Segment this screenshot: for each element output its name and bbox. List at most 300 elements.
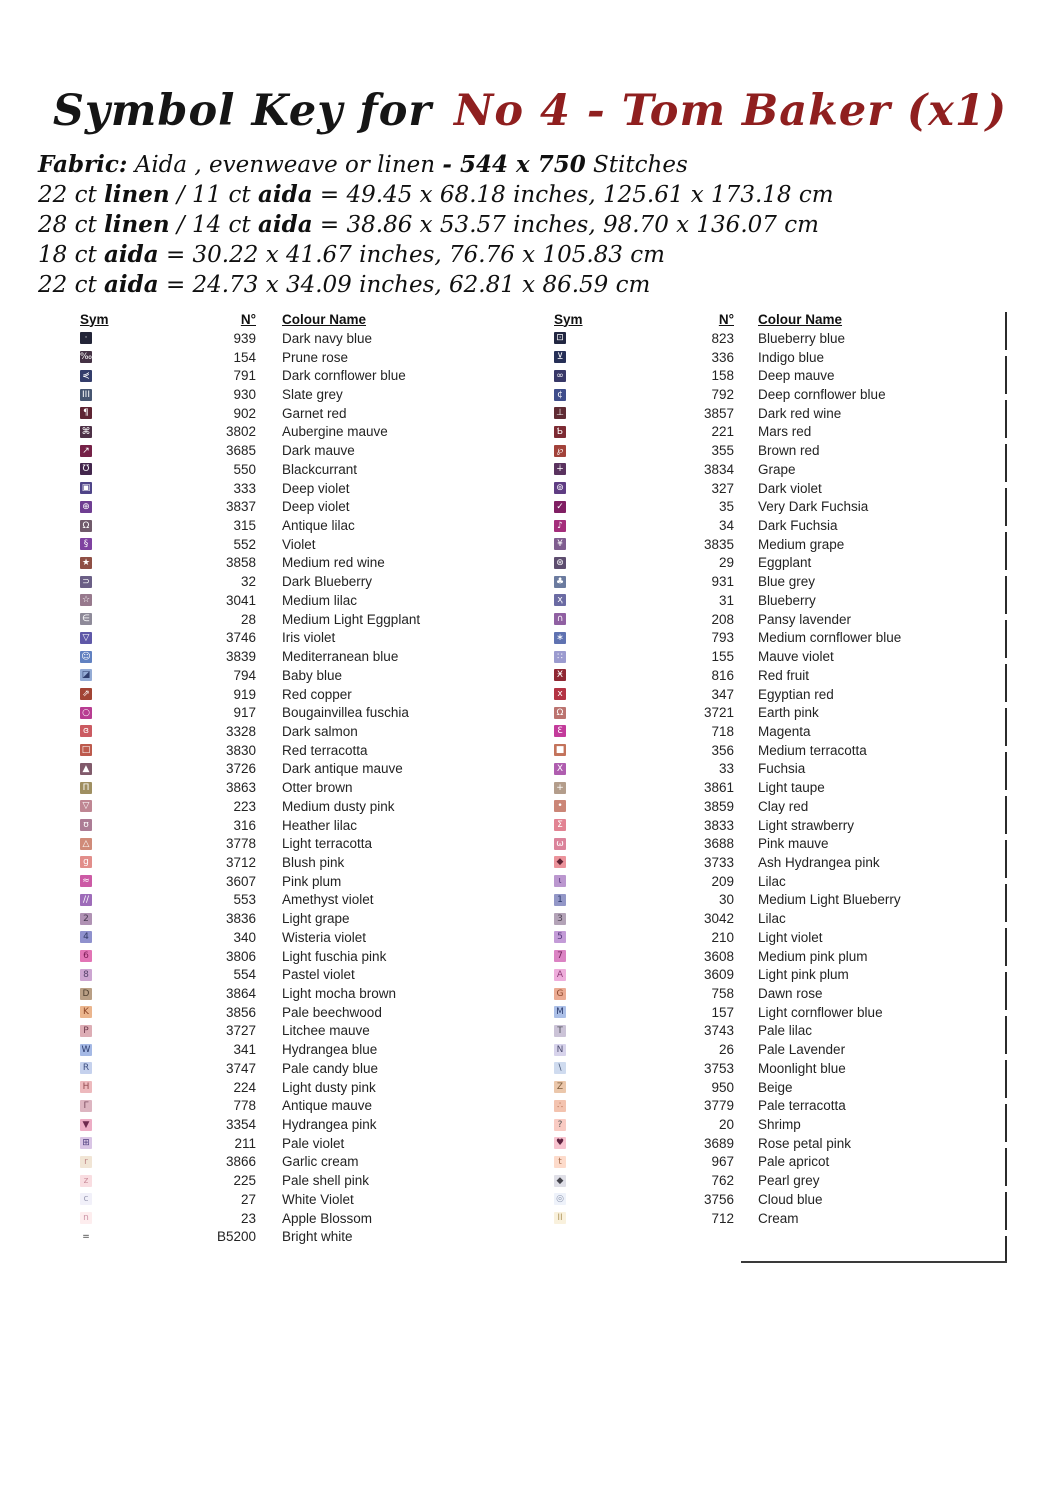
colour-name: Eggplant xyxy=(758,555,812,571)
symbol-swatch: Ɛ xyxy=(554,725,566,737)
colour-name: Medium Light Blueberry xyxy=(758,892,901,908)
thread-number: 34 xyxy=(718,518,734,534)
symbol-swatch: ▽ xyxy=(80,800,92,812)
colour-name: Deep violet xyxy=(282,480,350,496)
key-row xyxy=(80,535,420,554)
colour-name: Amethyst violet xyxy=(282,892,374,908)
table-bottom-border xyxy=(741,1261,1007,1263)
key-row xyxy=(80,1134,420,1153)
key-row xyxy=(80,853,420,872)
thread-number: 26 xyxy=(718,1042,734,1058)
symbol-swatch: ⊡ xyxy=(554,332,566,344)
key-row xyxy=(554,329,901,348)
key-row xyxy=(554,554,901,573)
key-row xyxy=(80,1003,420,1022)
page-title xyxy=(0,86,1060,136)
symbol-swatch: ⊞ xyxy=(80,1137,92,1149)
key-row xyxy=(80,685,420,704)
thread-number: 931 xyxy=(711,574,734,590)
thread-number: 347 xyxy=(711,686,734,702)
colour-name: Mediterranean blue xyxy=(282,649,399,665)
key-row xyxy=(80,760,420,779)
thread-number: 762 xyxy=(711,1173,734,1189)
colour-name: Medium grape xyxy=(758,536,845,552)
symbol-swatch: ▣ xyxy=(81,483,91,494)
thread-number: 902 xyxy=(233,405,256,421)
key-row xyxy=(554,479,901,498)
thread-number: 3861 xyxy=(703,780,734,796)
key-row xyxy=(80,1096,420,1115)
key-row xyxy=(554,441,901,460)
colour-name: Light violet xyxy=(758,929,823,945)
colour-name: Light cornflower blue xyxy=(758,1004,883,1020)
colour-name: Indigo blue xyxy=(758,349,825,365)
thread-number: 552 xyxy=(233,536,256,552)
key-row xyxy=(554,572,901,591)
colour-name: Prune rose xyxy=(282,349,349,365)
header-number: N° xyxy=(240,311,256,327)
thread-number: 336 xyxy=(711,349,734,365)
key-row xyxy=(80,947,420,966)
thread-number: 3802 xyxy=(225,424,256,440)
thread-number: 3830 xyxy=(225,742,256,758)
colour-name: Red copper xyxy=(282,686,352,702)
symbol-swatch: W xyxy=(81,1044,91,1055)
key-row xyxy=(80,404,420,423)
fabric-line: 22 ct linen / 11 ct aida = 49.45 x 68.18 inches, 125.61 x 173.18 cm xyxy=(38,181,834,208)
key-row xyxy=(554,423,901,442)
thread-number: 758 xyxy=(711,986,734,1002)
colour-name: Garnet red xyxy=(282,405,347,421)
colour-name: Pink mauve xyxy=(758,836,829,852)
colour-name: Light terracotta xyxy=(282,836,373,852)
key-row xyxy=(80,891,420,910)
key-row xyxy=(80,610,420,629)
colour-name: Dark mauve xyxy=(282,443,355,459)
symbol-swatch: A xyxy=(554,969,566,981)
key-row xyxy=(80,816,420,835)
thread-number: 3833 xyxy=(703,817,734,833)
symbol-swatch: ¥ xyxy=(554,538,566,550)
symbol-swatch: ■ xyxy=(555,745,565,756)
key-row xyxy=(80,984,420,1003)
symbol-swatch: ʊ xyxy=(80,819,92,831)
colour-name: Mars red xyxy=(758,424,812,440)
key-row xyxy=(554,703,901,722)
key-row xyxy=(554,1022,901,1041)
symbol-swatch: T xyxy=(554,1025,566,1037)
symbol-swatch: 5 xyxy=(554,931,566,943)
symbol-swatch: 3 xyxy=(554,913,566,925)
colour-name: Shrimp xyxy=(758,1117,801,1133)
symbol-swatch: ∔ xyxy=(554,463,566,475)
key-row xyxy=(80,1209,420,1228)
thread-number: 793 xyxy=(711,630,734,646)
colour-name: Medium terracotta xyxy=(758,742,867,758)
thread-number: 3721 xyxy=(703,705,734,721)
thread-number: 3746 xyxy=(225,630,256,646)
symbol-swatch: ⊥ xyxy=(554,407,566,419)
colour-name: Bougainvillea fuschia xyxy=(282,705,409,721)
thread-number: 3779 xyxy=(703,1098,734,1114)
colour-name: Light dusty pink xyxy=(282,1079,376,1095)
key-row xyxy=(80,703,420,722)
colour-name: Aubergine mauve xyxy=(282,424,388,440)
key-row xyxy=(80,329,420,348)
colour-name: Dark violet xyxy=(758,480,822,496)
key-row xyxy=(554,947,901,966)
colour-name: Red terracotta xyxy=(282,742,368,758)
symbol-key-table-right xyxy=(554,309,901,1228)
colour-name: Light taupe xyxy=(758,780,825,796)
colour-name: Apple Blossom xyxy=(282,1210,373,1226)
colour-name: Ash Hydrangea pink xyxy=(758,854,880,870)
symbol-swatch: ★ xyxy=(81,557,91,568)
thread-number: 210 xyxy=(711,929,734,945)
symbol-swatch: Σ xyxy=(554,819,566,831)
thread-number: 35 xyxy=(718,499,734,515)
key-row xyxy=(80,666,420,685)
table-header xyxy=(554,309,901,329)
colour-name: Red fruit xyxy=(758,667,810,683)
symbol-swatch: ▲ xyxy=(80,763,92,775)
symbol-swatch: ∞ xyxy=(554,370,566,382)
key-row xyxy=(80,965,420,984)
colour-name: Pale beechwood xyxy=(282,1004,382,1020)
colour-name: Medium dusty pink xyxy=(282,798,395,814)
key-row xyxy=(554,741,901,760)
symbol-swatch: + xyxy=(554,782,566,794)
symbol-swatch: ∗ xyxy=(554,632,566,644)
colour-name: Medium Light Eggplant xyxy=(282,611,421,627)
key-row xyxy=(554,1040,901,1059)
colour-name: Dark Blueberry xyxy=(282,574,373,590)
table-header xyxy=(80,309,420,329)
key-row xyxy=(554,497,901,516)
colour-name: Pale Lavender xyxy=(758,1042,846,1058)
key-row xyxy=(80,479,420,498)
symbol-swatch: t xyxy=(554,1156,566,1168)
symbol-swatch: ι xyxy=(554,875,566,887)
symbol-swatch: ∴ xyxy=(554,1100,566,1112)
symbol-swatch: // xyxy=(80,894,92,906)
colour-name: Pale apricot xyxy=(758,1154,830,1170)
key-row xyxy=(554,928,901,947)
colour-name: Moonlight blue xyxy=(758,1060,846,1076)
thread-number: 208 xyxy=(711,611,734,627)
key-row xyxy=(80,1078,420,1097)
colour-name: Slate grey xyxy=(282,387,343,403)
thread-number: 554 xyxy=(233,967,256,983)
symbol-swatch: K xyxy=(80,1006,92,1018)
thread-number: 816 xyxy=(711,667,734,683)
colour-name: Hydrangea blue xyxy=(282,1042,378,1058)
colour-name: Iris violet xyxy=(282,630,336,646)
table-rows-left xyxy=(80,329,420,1246)
colour-name: Cloud blue xyxy=(758,1191,823,1207)
symbol-swatch: 1 xyxy=(554,894,566,906)
key-row xyxy=(80,1228,420,1247)
symbol-swatch: = xyxy=(80,1231,92,1243)
colour-name: Lilac xyxy=(758,873,786,889)
colour-name: Dark salmon xyxy=(282,723,358,739)
symbol-swatch: ♣ xyxy=(555,576,565,587)
thread-number: 823 xyxy=(711,330,734,346)
colour-name: Earth pink xyxy=(758,705,819,721)
thread-number: 3839 xyxy=(225,649,256,665)
symbol-swatch: 8 xyxy=(80,969,92,981)
symbol-swatch: M xyxy=(554,1006,566,1018)
thread-number: 3685 xyxy=(225,443,256,459)
colour-name: Lilac xyxy=(758,911,786,927)
symbol-swatch: ⋞ xyxy=(80,370,92,382)
key-row xyxy=(554,797,901,816)
key-row xyxy=(80,460,420,479)
symbol-swatch: ‰ xyxy=(80,352,92,363)
symbol-swatch: ∷ xyxy=(554,651,566,663)
symbol-swatch: ↗ xyxy=(80,445,92,457)
title-pattern-name: No 4 - Tom Baker (x1) xyxy=(454,86,1008,136)
colour-name: Light grape xyxy=(282,911,350,927)
colour-name: Deep cornflower blue xyxy=(758,387,886,403)
thread-number: 3608 xyxy=(703,948,734,964)
symbol-swatch: △ xyxy=(80,838,92,850)
thread-number: 20 xyxy=(718,1117,734,1133)
fabric-line: 18 ct aida = 30.22 x 41.67 inches, 76.76 x 105.83 cm xyxy=(38,241,665,268)
symbol-swatch: g xyxy=(80,856,92,868)
colour-name: Magenta xyxy=(758,723,811,739)
thread-number: 33 xyxy=(718,761,734,777)
thread-number: 939 xyxy=(233,330,256,346)
symbol-swatch: z xyxy=(80,1175,92,1187)
colour-name: Cream xyxy=(758,1210,799,1226)
colour-name: Bright white xyxy=(282,1229,353,1245)
thread-number: 550 xyxy=(233,461,256,477)
colour-name: Medium pink plum xyxy=(758,948,868,964)
colour-name: Medium red wine xyxy=(282,555,385,571)
thread-number: 3856 xyxy=(225,1004,256,1020)
thread-number: 30 xyxy=(718,892,734,908)
thread-number: 3834 xyxy=(703,461,734,477)
key-row xyxy=(80,872,420,891)
colour-name: Blueberry xyxy=(758,592,816,608)
key-row xyxy=(554,1171,901,1190)
symbol-swatch: ɞ xyxy=(80,725,92,737)
symbol-swatch: Z xyxy=(554,1081,566,1093)
colour-name: Wisteria violet xyxy=(282,929,367,945)
thread-number: 3858 xyxy=(225,555,256,571)
symbol-swatch: ♪ xyxy=(554,520,566,532)
thread-number: 967 xyxy=(711,1154,734,1170)
colour-name: Beige xyxy=(758,1079,793,1095)
thread-number: 3041 xyxy=(225,592,256,608)
symbol-swatch: 7 xyxy=(554,950,566,962)
fabric-line: Fabric: Aida , evenweave or linen - 544 x 750 Stitches xyxy=(38,151,688,178)
table-right-border xyxy=(1005,312,1007,1262)
symbol-swatch: 6 xyxy=(80,950,92,962)
thread-number: 3859 xyxy=(703,798,734,814)
thread-number: 718 xyxy=(711,723,734,739)
key-row xyxy=(80,797,420,816)
key-row xyxy=(80,348,420,367)
header-colour-name: Colour Name xyxy=(282,311,367,327)
colour-name: Very Dark Fuchsia xyxy=(758,499,869,515)
symbol-swatch: ▽ xyxy=(80,632,92,644)
key-row xyxy=(80,366,420,385)
thread-number: 3712 xyxy=(225,854,256,870)
thread-number: 315 xyxy=(233,518,256,534)
colour-name: Pale candy blue xyxy=(282,1060,379,1076)
key-row xyxy=(554,834,901,853)
key-row xyxy=(554,778,901,797)
symbol-swatch: · xyxy=(80,332,92,344)
thread-number: 3866 xyxy=(225,1154,256,1170)
symbol-swatch: ҳ xyxy=(554,594,566,606)
key-row xyxy=(80,834,420,853)
thread-number: 3607 xyxy=(225,873,256,889)
header-colour-name: Colour Name xyxy=(758,311,843,327)
thread-number: 794 xyxy=(233,667,256,683)
symbol-swatch: Π xyxy=(80,782,92,794)
colour-name: Light fuschia pink xyxy=(282,948,387,964)
key-row xyxy=(80,591,420,610)
thread-number: 919 xyxy=(233,686,256,702)
key-row xyxy=(80,647,420,666)
key-row xyxy=(554,872,901,891)
key-row xyxy=(554,460,901,479)
key-row xyxy=(554,760,901,779)
thread-number: 209 xyxy=(711,873,734,889)
colour-name: Medium cornflower blue xyxy=(758,630,902,646)
symbol-swatch: H xyxy=(80,1081,92,1093)
colour-name: Dark red wine xyxy=(758,405,842,421)
symbol-swatch: ⊕ xyxy=(80,501,92,513)
symbol-swatch: ≈ xyxy=(80,875,92,887)
thread-number: 778 xyxy=(233,1098,256,1114)
colour-name: Violet xyxy=(282,536,316,552)
symbol-swatch: \ xyxy=(554,1062,566,1074)
symbol-swatch: x xyxy=(554,688,566,700)
key-row xyxy=(80,722,420,741)
symbol-key-table-left xyxy=(80,309,420,1246)
symbol-swatch: 4 xyxy=(80,931,92,943)
key-row xyxy=(554,1153,901,1172)
symbol-swatch: ◆ xyxy=(554,1175,566,1187)
key-row xyxy=(554,366,901,385)
colour-name: Antique lilac xyxy=(282,518,355,534)
colour-name: Fuchsia xyxy=(758,761,806,777)
symbol-swatch: Ω xyxy=(80,520,92,532)
colour-name: Dark cornflower blue xyxy=(282,368,406,384)
thread-number: 3835 xyxy=(703,536,734,552)
colour-name: Baby blue xyxy=(282,667,343,683)
thread-number: 3837 xyxy=(225,499,256,515)
thread-number: 158 xyxy=(711,368,734,384)
thread-number: 341 xyxy=(233,1042,256,1058)
thread-number: B5200 xyxy=(216,1229,256,1245)
colour-name: Medium lilac xyxy=(282,592,358,608)
colour-name: Heather lilac xyxy=(282,817,358,833)
key-row xyxy=(80,554,420,573)
fabric-line: 28 ct linen / 14 ct aida = 38.86 x 53.57 inches, 98.70 x 136.07 cm xyxy=(38,211,819,238)
symbol-swatch: □ xyxy=(81,745,91,756)
symbol-swatch: • xyxy=(554,800,566,812)
thread-number: 3609 xyxy=(703,967,734,983)
key-row xyxy=(554,647,901,666)
thread-number: 223 xyxy=(233,798,256,814)
symbol-swatch: G xyxy=(554,988,566,1000)
thread-number: 792 xyxy=(711,387,734,403)
thread-number: 3864 xyxy=(225,986,256,1002)
colour-name: Dark antique mauve xyxy=(282,761,403,777)
thread-number: 3354 xyxy=(225,1117,256,1133)
key-row xyxy=(80,1022,420,1041)
thread-number: 3747 xyxy=(225,1060,256,1076)
key-row xyxy=(554,909,901,928)
key-row xyxy=(80,441,420,460)
key-row xyxy=(80,1171,420,1190)
key-row xyxy=(554,1209,901,1228)
key-row xyxy=(80,1115,420,1134)
header-sym: Sym xyxy=(554,311,583,327)
key-row xyxy=(80,1153,420,1172)
symbol-swatch: § xyxy=(80,538,92,550)
colour-name: Blackcurrant xyxy=(282,461,358,477)
thread-number: 29 xyxy=(718,555,734,571)
key-row xyxy=(80,385,420,404)
symbol-swatch: ⊚ xyxy=(554,482,566,494)
symbol-swatch: P xyxy=(80,1025,92,1037)
symbol-swatch: r xyxy=(80,1156,92,1168)
colour-name: Antique mauve xyxy=(282,1098,373,1114)
key-row xyxy=(554,1134,901,1153)
thread-number: 3733 xyxy=(703,854,734,870)
key-row xyxy=(554,984,901,1003)
thread-number: 155 xyxy=(711,649,734,665)
colour-name: Egyptian red xyxy=(758,686,834,702)
header-number: N° xyxy=(718,311,734,327)
key-row xyxy=(554,1190,901,1209)
colour-name: Pale terracotta xyxy=(758,1098,846,1114)
symbol-swatch: ⌘ xyxy=(81,426,91,437)
key-row xyxy=(80,629,420,648)
colour-name: Otter brown xyxy=(282,780,353,796)
thread-number: 224 xyxy=(233,1079,256,1095)
thread-number: 3857 xyxy=(703,405,734,421)
thread-number: 917 xyxy=(233,705,256,721)
key-row xyxy=(554,516,901,535)
key-row xyxy=(554,629,901,648)
symbol-swatch: Ƅ xyxy=(554,426,566,438)
symbol-swatch: ⊃ xyxy=(80,576,92,588)
symbol-swatch: ☆ xyxy=(81,595,91,606)
symbol-swatch: ¢ xyxy=(554,389,566,401)
key-row xyxy=(554,722,901,741)
symbol-swatch: ▼ xyxy=(80,1119,92,1131)
thread-number: 3836 xyxy=(225,911,256,927)
thread-number: 333 xyxy=(233,480,256,496)
thread-number: 3778 xyxy=(225,836,256,852)
thread-number: 27 xyxy=(240,1191,256,1207)
colour-name: Pastel violet xyxy=(282,967,355,983)
thread-number: 3727 xyxy=(225,1023,256,1039)
colour-name: Pearl grey xyxy=(758,1173,820,1189)
thread-number: 316 xyxy=(233,817,256,833)
colour-name: Blue grey xyxy=(758,574,816,590)
symbol-swatch: D xyxy=(80,988,92,1000)
key-row xyxy=(80,572,420,591)
key-row xyxy=(554,535,901,554)
